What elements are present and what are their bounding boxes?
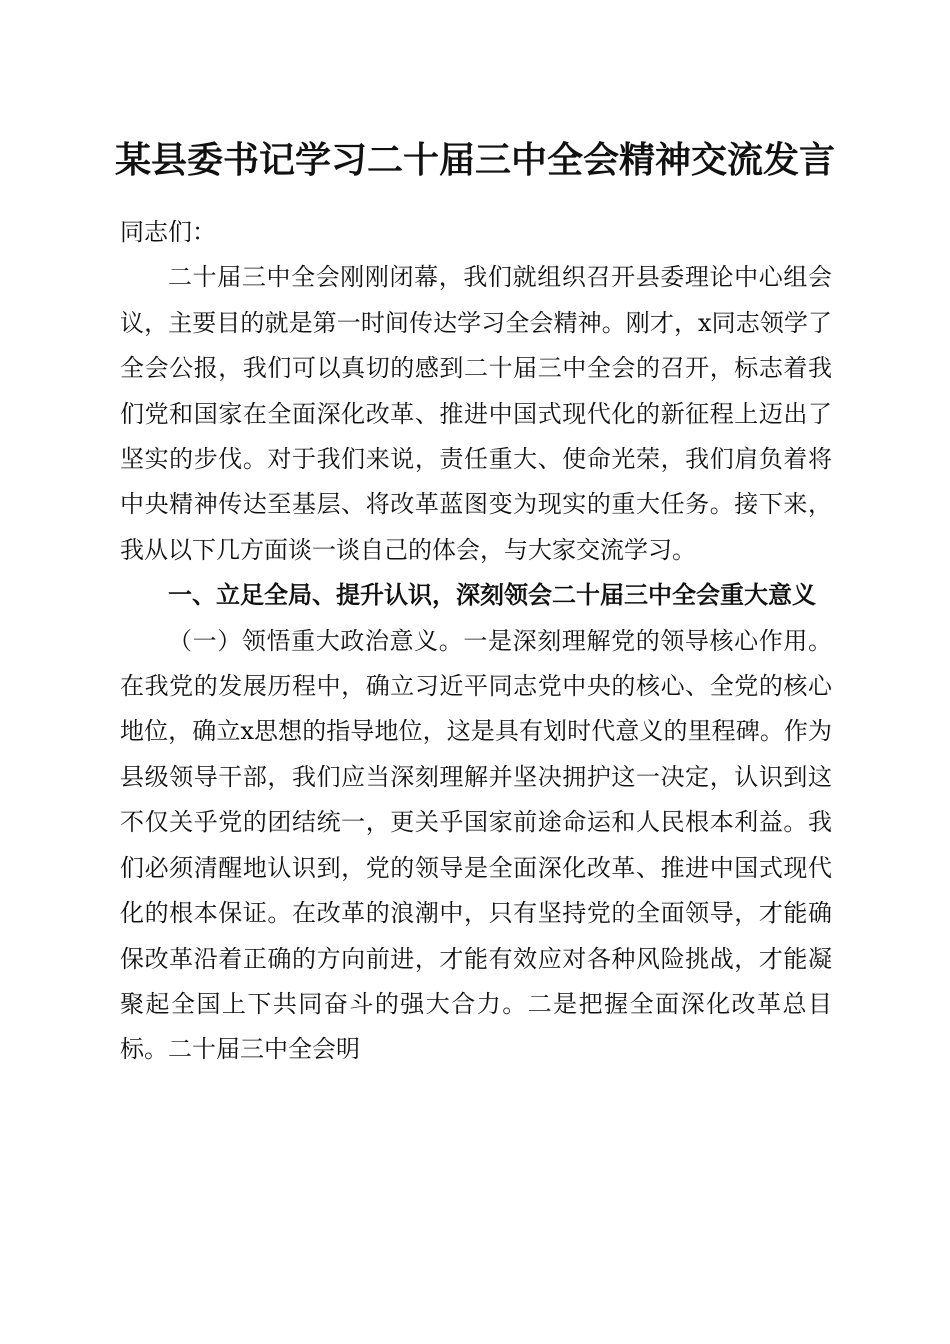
section-heading-1: 一、立足全局、提升认识，深刻领会二十届三中全会重大意义 (168, 581, 816, 610)
subsection-body: 一是深刻理解党的领导核心作用。在我党的发展历程中，确立习近平同志党中央的核心、全党的核心地位，确立x思想的指导地位，这是具有划时代意义的里程碑。作为县级领导干部，我们应当深刻理解并坚决拥护这一决定，认识到这不仅关乎党的团结统一，更关乎国家前途命运和人民根本利益。我们必须清醒地认识到，党的领导是全面深化改革、推进中国式现代化的根本保证。在改革的浪潮中，只有坚持党的全面领导，才能确保改革沿着正确的方向前进，才能有效应对各种风险挑战，才能凝聚起全国上下共同奋斗的强大合力。二是把握全面深化改革总目标。二十届三中全会明 (120, 626, 833, 1064)
subsection-paragraph-1 (120, 619, 832, 1073)
document-body (120, 210, 832, 1073)
greeting: 同志们： (120, 218, 216, 246)
subsection-lead: （一）领悟重大政治意义。 (168, 626, 464, 655)
document-title: 某县委书记学习二十届三中全会精神交流发言 (114, 139, 835, 181)
intro-paragraph: 二十届三中全会刚刚闭幕，我们就组织召开县委理论中心组会议，主要目的就是第一时间传达学习全会精神。刚才，x同志领学了全会公报，我们可以真切的感到二十届三中全会的召开，标志着我们党和国家在全面深化改革、推进中国式现代化的新征程上迈出了坚实的步伐。对于我们来说，责任重大、使命光荣，我们肩负着将中央精神传达至基层、将改革蓝图变为现实的重大任务。接下来，我从以下几方面谈一谈自己的体会，与大家交流学习。 (120, 263, 832, 564)
